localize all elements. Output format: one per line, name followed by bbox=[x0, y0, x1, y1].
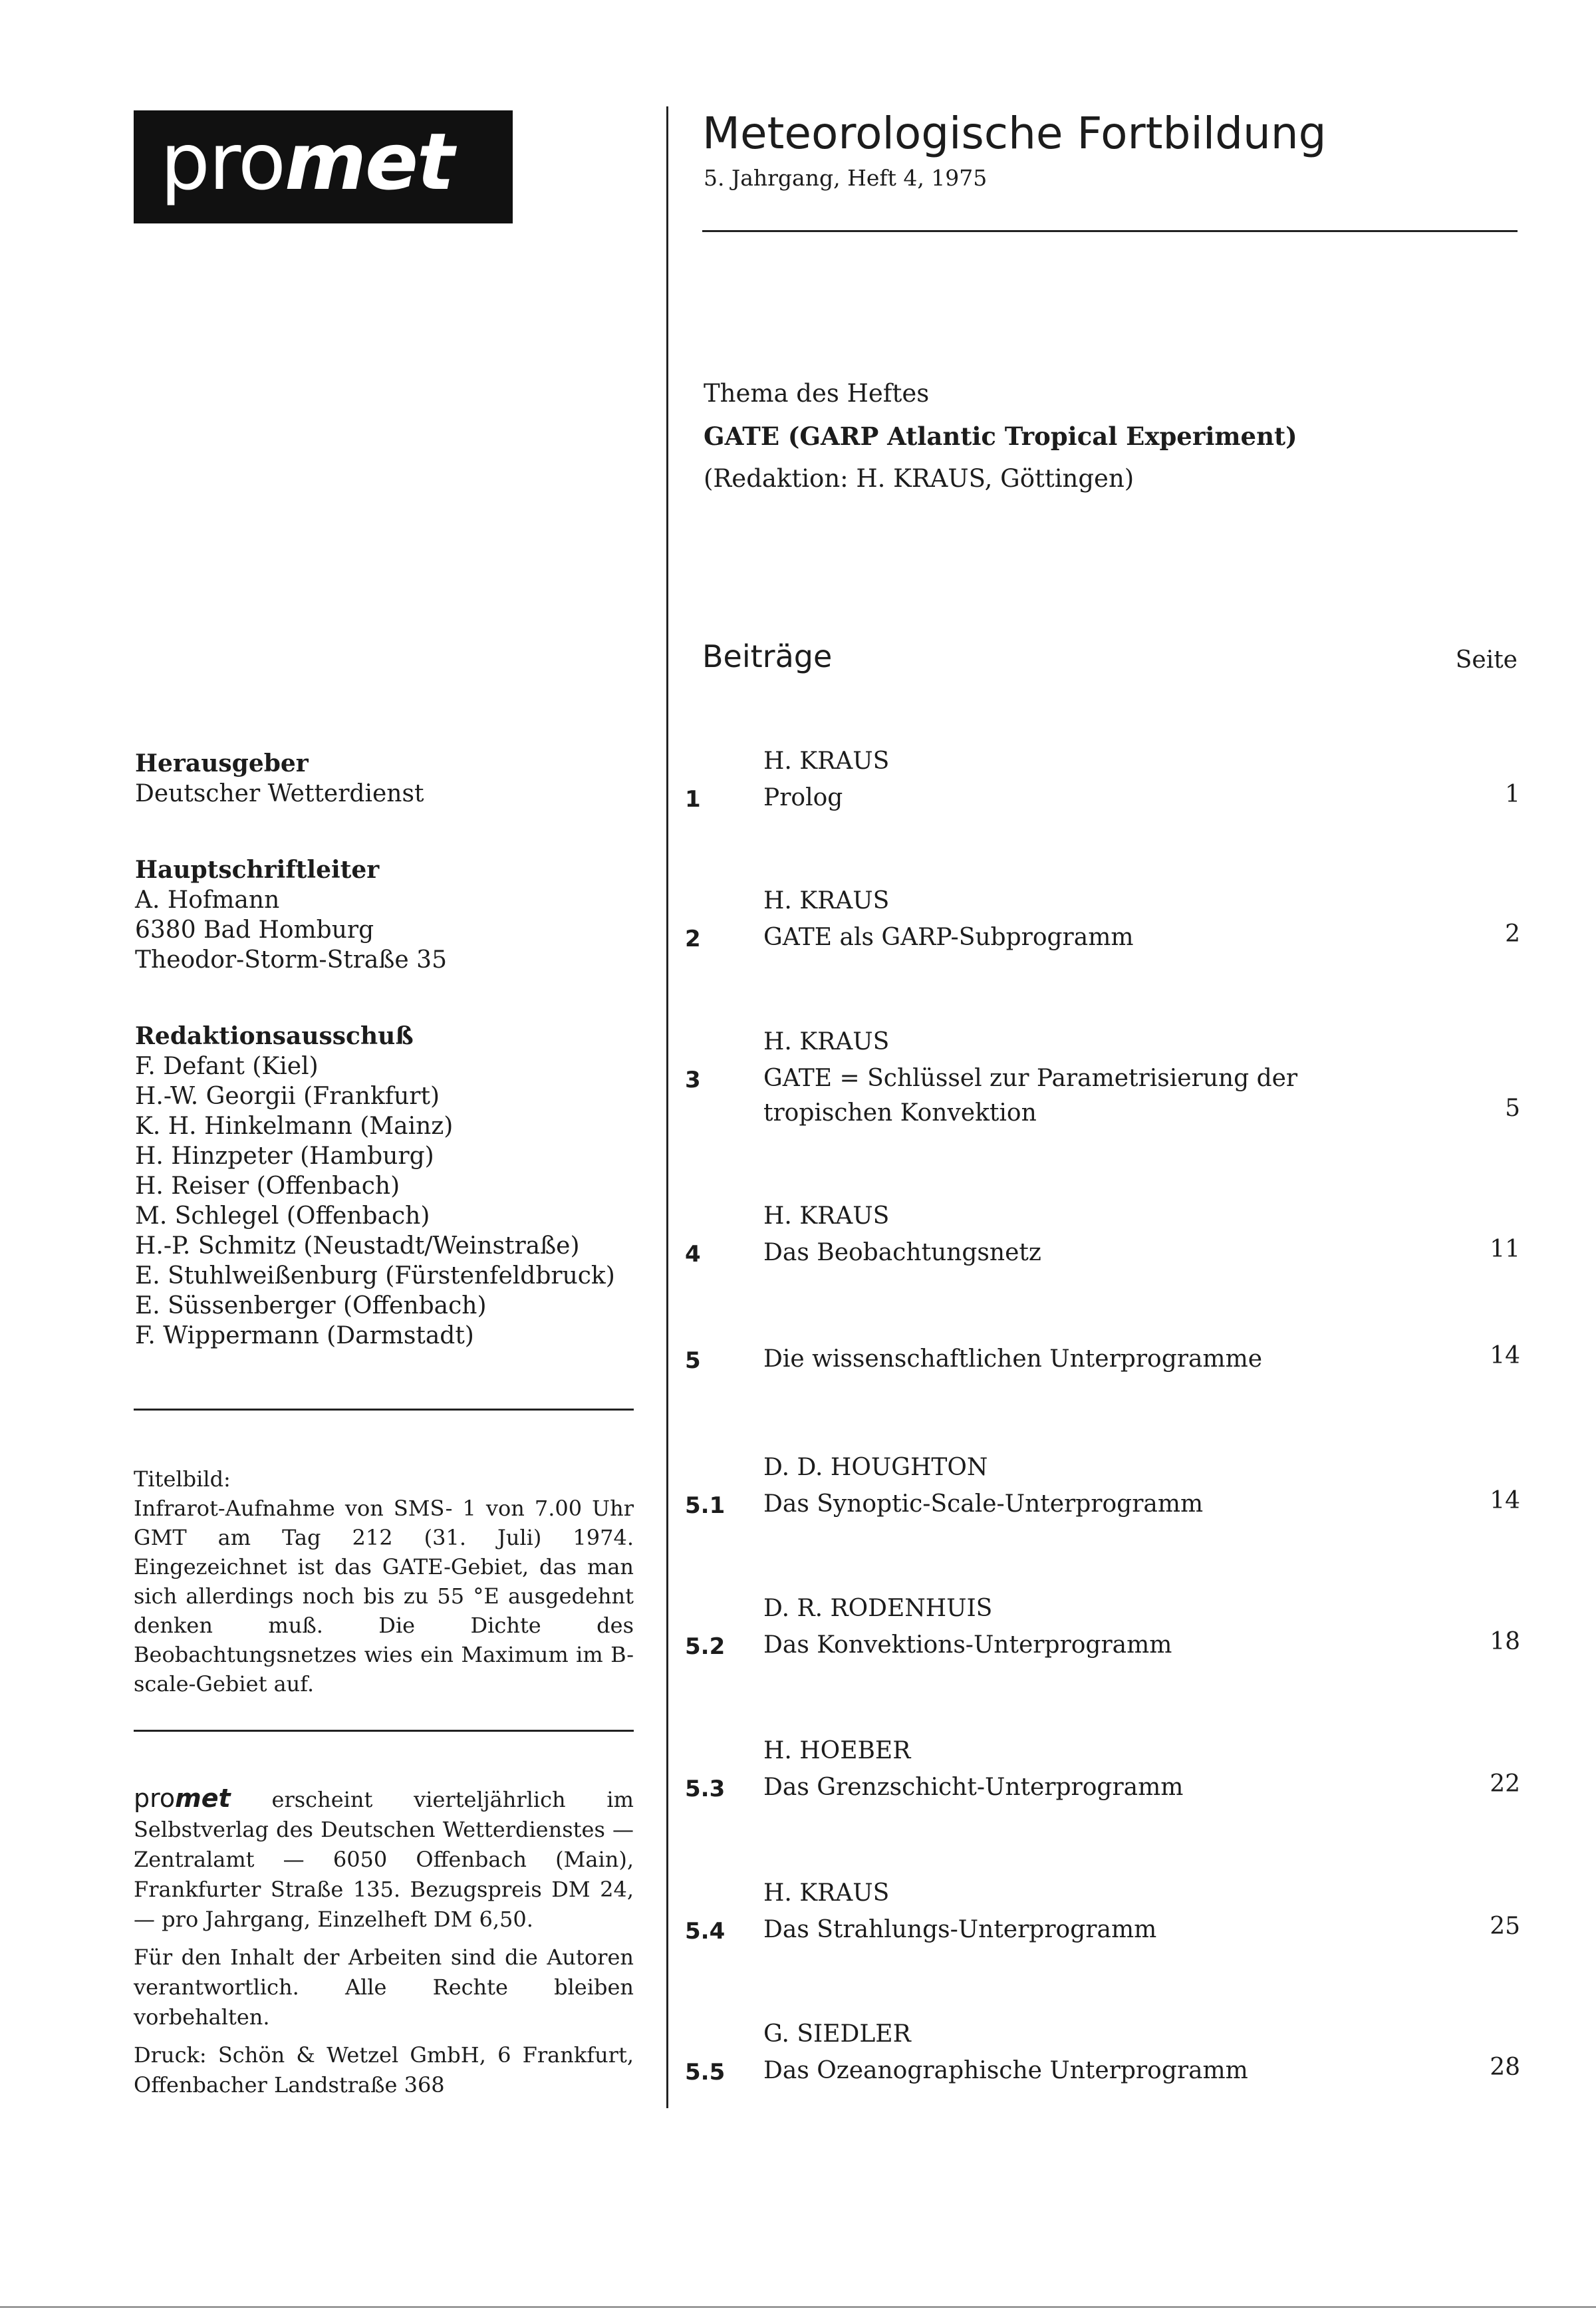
imprint-paragraph bbox=[134, 1784, 634, 1935]
toc-page: 2 bbox=[1505, 920, 1520, 948]
committee-member: M. Schlegel (Offenbach) bbox=[135, 1202, 430, 1230]
toc-title: Das Synoptic-Scale-Unterprogramm bbox=[763, 1490, 1204, 1518]
toc-page: 18 bbox=[1490, 1628, 1520, 1655]
committee-heading: Redaktionsausschuß bbox=[135, 1022, 414, 1050]
toc-number: 5.4 bbox=[685, 1918, 726, 1945]
imprint-brand bbox=[134, 1784, 231, 1813]
toc-page: 14 bbox=[1490, 1487, 1520, 1514]
toc-entry bbox=[685, 1454, 1520, 1527]
publisher-heading: Herausgeber bbox=[135, 749, 309, 777]
toc-number: 2 bbox=[685, 926, 701, 952]
chief-editor-line: 6380 Bad Homburg bbox=[135, 916, 374, 944]
chief-editor-block bbox=[135, 855, 447, 975]
logo-pro: pro bbox=[160, 116, 285, 207]
toc-page: 14 bbox=[1490, 1342, 1520, 1369]
toc-entry bbox=[685, 1202, 1520, 1276]
imprint bbox=[134, 1784, 634, 2108]
toc-title: Das Grenzschicht-Unterprogramm bbox=[763, 1774, 1184, 1801]
toc-author: H. HOEBER bbox=[763, 1737, 911, 1764]
logo-met: met bbox=[285, 116, 454, 207]
journal-title: Meteorologische Fortbildung bbox=[702, 108, 1327, 159]
committee-member: K. H. Hinkelmann (Mainz) bbox=[135, 1113, 454, 1140]
toc-entry bbox=[685, 1595, 1520, 1668]
imprint-text: erscheint vierteljährlich im Selbstverlag des Deutschen Wetterdienstes — Zentralamt — 6050 Offenbach (Main), Frankfurter Straße 135. Bezugspreis DM 24,— pro Jahrgang, Einzelheft DM 6,50. bbox=[134, 1787, 634, 1932]
imprint-printer: Druck: Schön & Wetzel GmbH, 6 Frankfurt, Offenbacher Landstraße 368 bbox=[134, 2042, 634, 2098]
toc-author: H. KRAUS bbox=[763, 1879, 890, 1907]
logo-text bbox=[160, 118, 453, 205]
toc-author: G. SIEDLER bbox=[763, 2020, 911, 2048]
toc-number: 5.3 bbox=[685, 1776, 726, 1802]
cover-caption bbox=[134, 1464, 634, 1699]
promet-logo bbox=[134, 110, 513, 223]
committee-member: E. Süssenberger (Offenbach) bbox=[135, 1292, 487, 1319]
left-rule-1 bbox=[134, 1409, 634, 1411]
imprint-brand-met: met bbox=[175, 1784, 231, 1813]
publisher-block bbox=[135, 749, 424, 809]
column-divider bbox=[666, 106, 668, 2108]
imprint-rights: Für den Inhalt der Arbeiten sind die Autoren verantwortlich. Alle Rechte bleiben vorbehalten. bbox=[134, 1945, 634, 2030]
cover-text: Infrarot-Aufnahme von SMS- 1 von 7.00 Uhr GMT am Tag 212 (31. Juli) 1974. Eingezeichnet ist das GATE-Gebiet, das man sich allerdings noch bis zu 55 °E ausgedehnt denken muß. Die Dichte des Beobachtungsnetzes wies ein Maximum im B-scale-Gebiet auf. bbox=[134, 1496, 634, 1697]
chief-editor-line: A. Hofmann bbox=[135, 886, 280, 914]
toc-number: 5.2 bbox=[685, 1633, 726, 1660]
left-rule-2 bbox=[134, 1730, 634, 1732]
committee-member: H.-P. Schmitz (Neustadt/Weinstraße) bbox=[135, 1232, 580, 1260]
committee-member: H. Reiser (Offenbach) bbox=[135, 1172, 400, 1200]
chief-editor-heading: Hauptschriftleiter bbox=[135, 856, 380, 884]
toc-number: 5.1 bbox=[685, 1492, 726, 1519]
toc-page: 22 bbox=[1490, 1770, 1520, 1798]
cover-label: Titelbild: bbox=[134, 1466, 231, 1492]
contents-heading: Beiträge bbox=[702, 638, 833, 674]
toc-number: 1 bbox=[685, 786, 701, 813]
toc-entry bbox=[685, 748, 1520, 821]
toc-author: H. KRAUS bbox=[763, 887, 890, 914]
toc-title: Die wissenschaftlichen Unterprogramme bbox=[763, 1345, 1263, 1373]
committee-member: F. Defant (Kiel) bbox=[135, 1053, 319, 1080]
toc-author: H. KRAUS bbox=[763, 1202, 890, 1230]
toc-entry bbox=[685, 1028, 1520, 1135]
toc-title: Das Beobachtungsnetz bbox=[763, 1239, 1041, 1266]
toc-entry bbox=[685, 887, 1520, 960]
committee-block bbox=[135, 1021, 615, 1351]
toc-entry bbox=[685, 1309, 1520, 1374]
imprint-brand-pro: pro bbox=[134, 1784, 176, 1813]
header-rule bbox=[702, 230, 1518, 232]
toc-number: 4 bbox=[685, 1241, 701, 1268]
committee-member: H. Hinzpeter (Hamburg) bbox=[135, 1143, 434, 1170]
toc-author: H. KRAUS bbox=[763, 748, 890, 775]
issue-info: 5. Jahrgang, Heft 4, 1975 bbox=[704, 165, 988, 191]
theme-title: GATE (GARP Atlantic Tropical Experiment) bbox=[704, 422, 1297, 451]
toc-entry bbox=[685, 1879, 1520, 1953]
toc-author: D. D. HOUGHTON bbox=[763, 1454, 988, 1481]
toc-page: 11 bbox=[1490, 1236, 1520, 1263]
toc-number: 5 bbox=[685, 1347, 701, 1374]
toc-title: Das Konvektions-Unterprogramm bbox=[763, 1631, 1172, 1659]
toc-page: 1 bbox=[1505, 781, 1520, 808]
theme-label: Thema des Heftes bbox=[704, 379, 930, 408]
toc-title: Das Strahlungs-Unterprogramm bbox=[763, 1916, 1157, 1943]
toc-author: D. R. RODENHUIS bbox=[763, 1595, 993, 1622]
toc-entry bbox=[685, 1737, 1520, 1810]
toc-title: Das Ozeanographische Unterprogramm bbox=[763, 2057, 1248, 2084]
toc-author: H. KRAUS bbox=[763, 1028, 890, 1055]
toc-number: 3 bbox=[685, 1067, 701, 1093]
toc-page: 25 bbox=[1490, 1913, 1520, 1940]
toc-title: GATE als GARP-Subprogramm bbox=[763, 924, 1134, 951]
toc-title: GATE = Schlüssel zur Parametrisierung der tropischen Konvektion bbox=[763, 1065, 1298, 1127]
page-column-label: Seite bbox=[1455, 646, 1518, 674]
toc-page: 28 bbox=[1490, 2054, 1520, 2081]
chief-editor-line: Theodor-Storm-Straße 35 bbox=[135, 946, 447, 974]
theme-block bbox=[704, 372, 1297, 500]
toc-number: 5.5 bbox=[685, 2059, 726, 2086]
committee-member: F. Wippermann (Darmstadt) bbox=[135, 1322, 474, 1349]
toc-entry bbox=[685, 2020, 1520, 2094]
page-bottom-edge bbox=[0, 2306, 1596, 2308]
toc-page: 5 bbox=[1505, 1095, 1520, 1122]
committee-member: E. Stuhlweißenburg (Fürstenfeldbruck) bbox=[135, 1262, 615, 1290]
publisher-name: Deutscher Wetterdienst bbox=[135, 780, 424, 807]
theme-editor: (Redaktion: H. KRAUS, Göttingen) bbox=[704, 464, 1134, 493]
committee-member: H.-W. Georgii (Frankfurt) bbox=[135, 1083, 440, 1110]
toc-title: Prolog bbox=[763, 784, 843, 811]
